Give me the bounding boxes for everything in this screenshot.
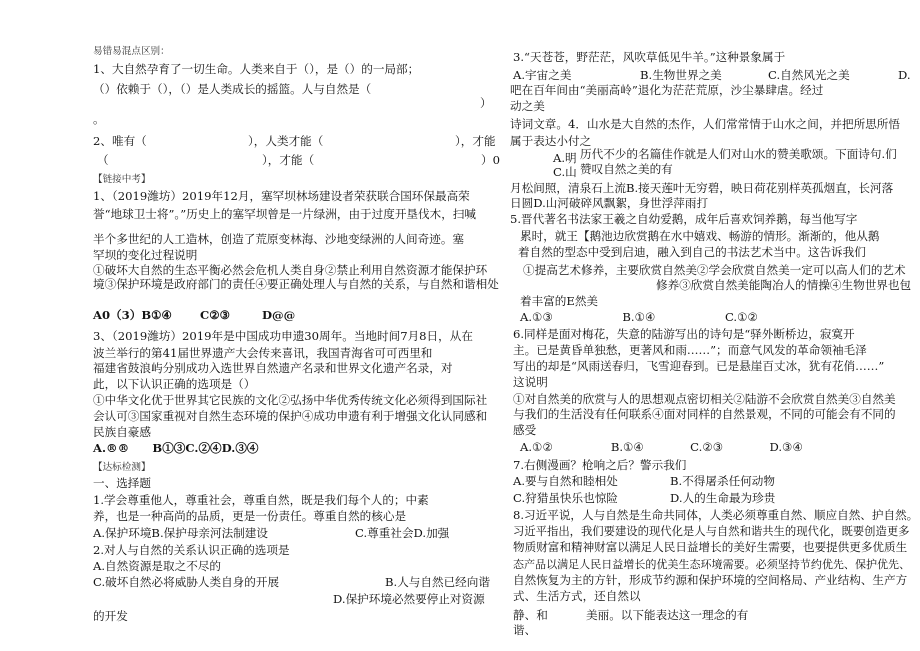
r7-option-a: A.要与自然和睦相处 (513, 474, 618, 488)
r4-line2: 属于表达小付之 (510, 134, 592, 148)
p1-line2: 养，也是一种高尚的品质，更是一份责任。尊重自然的核心是 (93, 509, 407, 523)
c3-line4: 此，以下认识正确的选项是（） (93, 377, 256, 391)
r6-line2: 主。已是黄昏单独愁，更著风和雨……”；而意气风发的革命领袖毛泽 (513, 343, 867, 357)
r4-option-c: C.山 (553, 165, 577, 179)
r3-option-a: A.宇宙之美 (513, 68, 572, 82)
q1-line1: 1、大自然孕育了一切生命。人类来自于（），是（）的一局部； (93, 62, 420, 76)
q2-part-d: （ (97, 153, 109, 167)
r3-line3: 吧在百年间由“美丽高岭”退化为茫茫荒原，沙尘暴肆虐。经过 (510, 83, 824, 97)
q1-dot: 。 (93, 112, 105, 126)
p2-option-c: C.破坏自然必将威胁人类自身的开展 (93, 575, 280, 589)
r7-option-c: C.狩猎虽快乐也惊险 (513, 491, 618, 505)
r6-line6: 与我们的生活没有任何联系④面对同样的自然景观，不同的可能会有不同的 (513, 407, 896, 421)
r3-option-d: D. (898, 68, 911, 82)
p2-option-b: B.人与自然已经向谐 (385, 575, 490, 589)
c1-option-a: A0（3）B①④ (93, 308, 172, 322)
p2-line1: 2.对人与自然的关系认识正确的选项是 (93, 543, 290, 557)
p1-options-ab: A.保护环境B.保护母亲河法制建设 (93, 526, 268, 540)
r4-line4: 赞叹自然之美的有 (580, 162, 673, 176)
r7-option-b: B.不得屠杀任何动物 (670, 474, 775, 488)
check-heading: 【达标检测】 (93, 462, 151, 473)
r4-line1: 诗词文章。4．山水是大自然的杰作，人们常常情于山水之间，并把所思所悟 (510, 117, 900, 131)
p2-end: 的开发 (93, 609, 128, 623)
r8-line7a: 静、和 (513, 608, 548, 622)
r8-line4: 态产品以满足人民日益增长的优美生态环境需要。必须坚持节约优先、保护优先、 (513, 558, 911, 571)
r3-option-c: C.自然风光之美 (768, 68, 850, 82)
q2-part-f: ）0 (481, 153, 500, 167)
c3-line5: ①中华文化优于世界其它民族的文化②弘扬中华优秀传统文化必须得到国际社 (93, 393, 488, 407)
r7-line1: 7.右侧漫画？枪响之后？警示我们 (513, 458, 687, 472)
c3-line7: 民族自豪感 (93, 425, 151, 439)
c1-line5: ①破坏大自然的生态平衡必然会危机人类自身②禁止利用自然资源才能保护环 (93, 263, 488, 277)
r5-line5: 修养③欣赏自然美能陶冶人的情操④生物世界也包 (656, 278, 912, 292)
c3-line2: 波兰举行的第41届世界遗产大会传来喜讯，我国青海省可可西里和 (93, 346, 433, 360)
r6-line1: 6.同样是面对梅花，失意的陆游写出的诗句是“驿外断桥边，寂寞开 (513, 327, 855, 341)
q2-part-a: 2、唯有（ (93, 134, 147, 148)
p2-option-a: A.自然资源是取之不尽的 (93, 559, 221, 573)
r5-line4: ①提高艺术修养，主要欣赏自然美②学会欣赏自然美一定可以高人们的艺术 (523, 263, 906, 277)
section-choice: 一、选择题 (93, 476, 151, 490)
r6-line3: 写出的却是“风雨送春归，飞雪迎春到。已是悬崖百丈冰，犹有花俏……” (513, 359, 885, 373)
q1-paren: ） (480, 96, 492, 110)
r6-options: A.①② B.①④ C.②③ D.③④ (520, 440, 803, 454)
r5-line3: 着自然的型态中受到启迪，融入到自己的书法艺术当中。这告诉我们 (518, 245, 866, 259)
c3-options: A.®® B①③C.②④D.③④ (93, 441, 259, 455)
error-points-heading: 易错易混点区别： (93, 46, 170, 57)
q1-line2: （）依赖于（），（）是人类成长的摇篮。人与自然是（ (93, 82, 372, 96)
r7-option-d: D.人的生命最为珍贵 (670, 491, 776, 505)
r4-line5: 月松间照，清泉石上流B.接天莲叶无穷碧，映日荷花别样英孤烟直，长河落 (510, 181, 894, 195)
c1-option-c: C②③ (200, 308, 231, 322)
r8-line5: 自然恢复为主的方针，形成节约源和保护环境的空间格局、产业结构、生产方 (513, 573, 908, 587)
r3-option-b: B.生物世界之美 (640, 68, 722, 82)
p1-line1: 1.学会尊重他人，尊重社会，尊重自然，既是我们每个人的；中素 (93, 493, 429, 507)
c1-line3: 半个多世纪的人工造林，创造了荒原变林海、沙地变绿洲的人间奇迹。塞 (93, 232, 465, 246)
r8-line2: 习近平指出，我们要建设的现代化是人与自然和谐共生的现代化，既要创造更多 (513, 524, 910, 538)
c1-option-d: D@@ (262, 308, 296, 322)
r5-line6: 着丰富的E然美 (520, 294, 599, 308)
r5-line1: 5.晋代著名书法家王羲之自幼爱鹅，成年后喜欢饲养鹅，每当他写字 (510, 212, 858, 226)
r6-line5: ①对自然美的欣赏与人的思想观点密切相关②陆游不会欣赏自然美③自然美 (513, 392, 896, 406)
c3-line6: 会认可③国家重视对自然生态环境的保护④成功申遗有利于增强文化认同感和 (93, 409, 488, 423)
c1-line2: 誉“地球卫士将”。”历史上的塞罕坝曾是一片绿洲，由于过度开垦伐木，扫喊 (93, 207, 476, 221)
r8-line3: 物质财富和精神财富以满足人民日益增长的美好生需要，也要提供更多优质生 (513, 540, 908, 554)
r4-line3: 历代不少的名篇佳作就是人们对山水的赞美歌颂。下面诗句.们 (580, 147, 897, 161)
r8-line1: 8.习近平说，人与自然是生命共同体，人类必须尊重自然、顺应自然、护自然。 (513, 508, 919, 522)
q2-part-b: ），人类才能（ (248, 134, 324, 148)
c1-line1: 1、（2019潍坊）2019年12月，塞罕坝林场建设者荣获联合国环保最高荣 (93, 189, 470, 203)
q2-part-e: ），才能（ (262, 153, 315, 167)
r3-line4: 动之美 (510, 99, 545, 113)
link-exam-heading: 【链接中考】 (93, 174, 151, 185)
r6-line4: 这说明 (513, 375, 548, 389)
r8-line7b: 美丽。以下能表达这一理念的有 (586, 608, 749, 622)
r5-options: A.①③ B.①④ C.①② (520, 310, 758, 324)
r4-line6: 日圆D.山河破碎风飘絮，身世浮萍雨打 (510, 196, 709, 210)
r5-line2: 累时，就王【鹅池边欣赏鹅在水中嬉戏、畅游的情形。渐渐的，他从鹅 (520, 229, 880, 243)
r8-line8: 谐、 (513, 623, 537, 637)
c1-line4: 罕坝的变化过程说明 (93, 248, 198, 262)
p2-option-d: D.保护环境必然要停止对资源 (333, 592, 485, 606)
p1-options-cd: C.尊重社会D.加强 (355, 526, 450, 540)
r4-option-a: A.明 (553, 151, 577, 165)
r8-line6: 式、生活方式，还自然以 (513, 589, 641, 603)
c3-line1: 3、（2019潍坊）2019年是中国成功申遗30周年。当地时间7月8日，从在 (93, 329, 473, 343)
r3-line1: 3.“天苍苍，野茫茫，风吹草低见牛羊。”这种景象属于 (513, 50, 786, 64)
c3-line3: 福建省鼓浪屿分别成功入选世界自然遗产名录和世界文化遗产名录，对 (93, 361, 453, 375)
q2-part-c: ），才能 (455, 134, 496, 148)
c1-line6: 境③保护环境是政府部门的责任④要正确处理人与自然的关系，与自然和谐相处 (93, 277, 499, 291)
r6-line7: 感受 (513, 423, 537, 437)
